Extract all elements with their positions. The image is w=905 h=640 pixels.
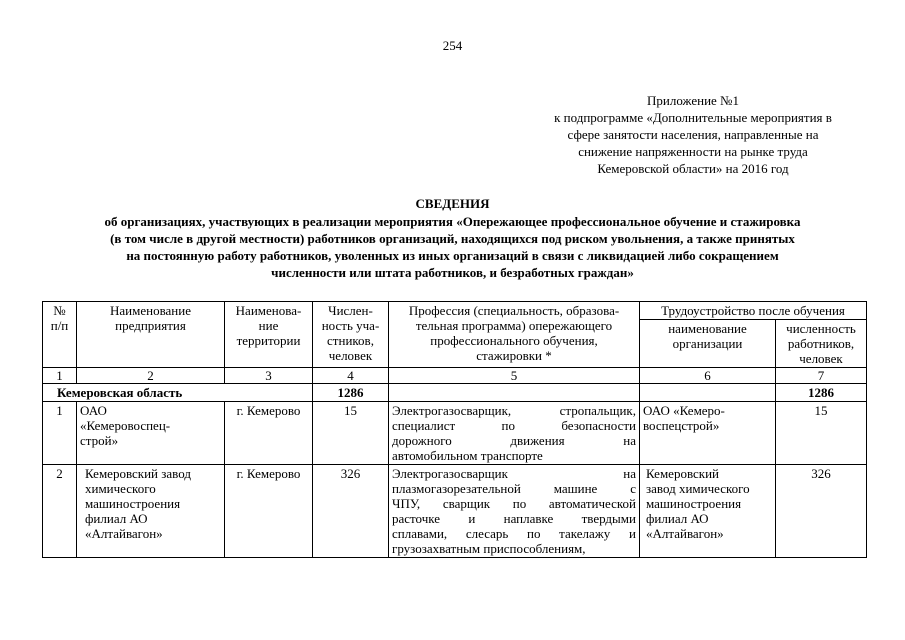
header-employment-group: Трудоустройство после обучения (640, 302, 867, 320)
column-number: 4 (313, 368, 389, 384)
region-name: Кемеровская область (43, 384, 313, 402)
column-number-row (43, 368, 867, 384)
column-number: 5 (389, 368, 640, 384)
appendix-line: сфере занятости населения, направленные на (567, 127, 819, 142)
row-org: Кемеровский завод химического машиностроения филиал АО «Алтайвагон» (640, 465, 776, 558)
organizations-table (42, 301, 867, 558)
header-enterprise: Наименование предприятия (77, 302, 225, 368)
column-number: 6 (640, 368, 776, 384)
row-territory: г. Кемерово (225, 465, 313, 558)
region-empty-cell (640, 384, 776, 402)
row-num: 1 (43, 402, 77, 465)
table-row (43, 402, 867, 465)
column-number: 7 (776, 368, 867, 384)
row-participants: 15 (313, 402, 389, 465)
row-participants: 326 (313, 465, 389, 558)
region-employed: 1286 (776, 384, 867, 402)
appendix-line: снижение напряженности на рынке труда (578, 144, 808, 159)
row-profession: Электрогазосварщик, стропальщик, специалист по безопасности дорожного движения на автомобильном транспорте (389, 402, 640, 465)
appendix-line: к подпрограмме «Дополнительные мероприятия в (554, 110, 832, 125)
appendix-line: Кемеровской области» на 2016 год (597, 161, 789, 176)
header-num: № п/п (43, 302, 77, 368)
page-number: 254 (442, 38, 463, 53)
row-num: 2 (43, 465, 77, 558)
subtitle-line: об организациях, участвующих в реализации мероприятия «Опережающее профессиональное обучение и стажировка (104, 214, 801, 229)
row-employed: 326 (776, 465, 867, 558)
row-territory: г. Кемерово (225, 402, 313, 465)
table-header-row (43, 302, 867, 320)
subtitle-line: (в том числе в другой местности) работников организаций, находящихся под риском увольнения, а также принятых (110, 231, 795, 246)
row-employed: 15 (776, 402, 867, 465)
row-enterprise: ОАО «Кемеровоспец- строй» (77, 402, 225, 465)
header-territory: Наименова- ние территории (225, 302, 313, 368)
region-empty-cell (389, 384, 640, 402)
row-enterprise: Кемеровский завод химического машиностроения филиал АО «Алтайвагон» (77, 465, 225, 558)
region-participants: 1286 (313, 384, 389, 402)
region-row (43, 384, 867, 402)
header-participants: Числен- ность уча- стников, человек (313, 302, 389, 368)
column-number: 3 (225, 368, 313, 384)
subtitle-line: на постоянную работу работников, уволенных из иных организаций в связи с ликвидацией либо сокращением (126, 248, 779, 263)
subtitle-line: численности или штата работников, и безработных граждан» (271, 265, 634, 280)
header-profession: Профессия (специальность, образова- тельная программа) опережающего профессионального обучения, стажировки * (389, 302, 640, 368)
column-number: 2 (77, 368, 225, 384)
table-row (43, 465, 867, 558)
appendix-line: Приложение №1 (647, 93, 739, 108)
appendix-note (528, 92, 858, 177)
header-employed: численность работников, человек (776, 320, 867, 368)
document-title: СВЕДЕНИЯ (415, 196, 490, 211)
row-profession: Электрогазосварщик на плазмогазорезательной машине с ЧПУ, сварщик по автоматической расточке и наплавке твердыми сплавами, слесарь по такелажу и грузозахватным приспособлениям, (389, 465, 640, 558)
row-org: ОАО «Кемеро- воспецстрой» (640, 402, 776, 465)
document-subtitle (20, 213, 885, 281)
column-number: 1 (43, 368, 77, 384)
header-org-name: наименование организации (640, 320, 776, 368)
